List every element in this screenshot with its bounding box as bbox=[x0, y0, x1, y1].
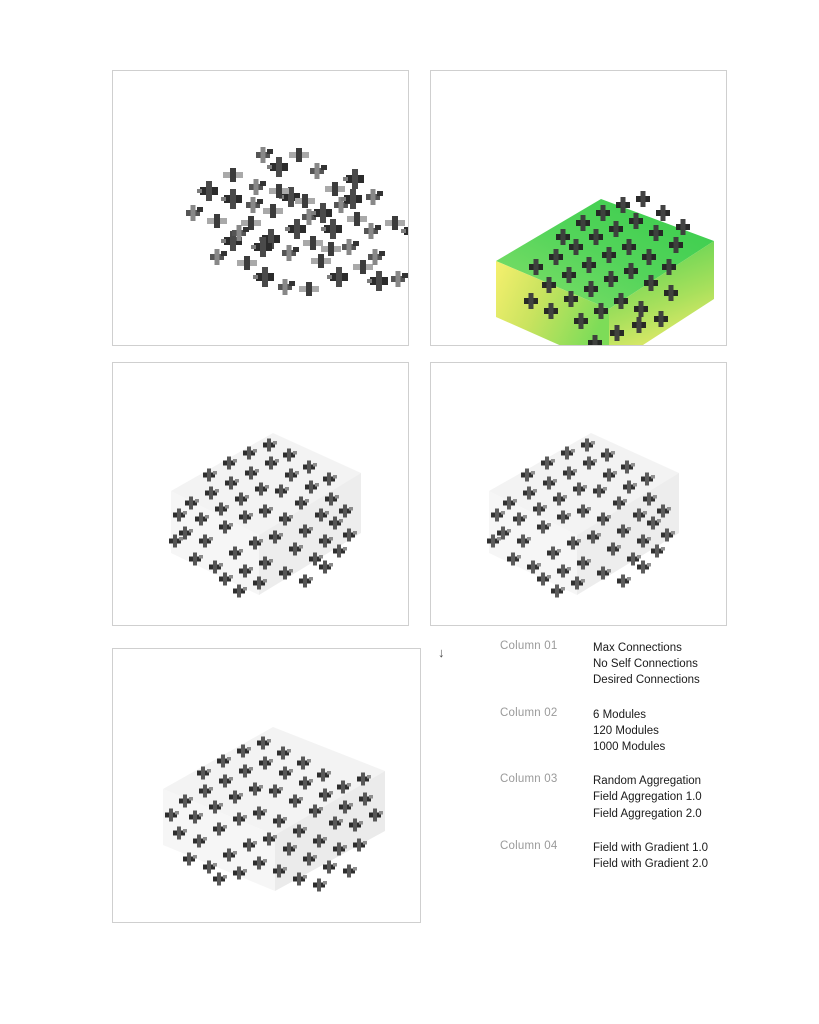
legend-group-2 bbox=[430, 707, 730, 756]
legend-item-list bbox=[593, 840, 730, 872]
legend-item: Field with Gradient 1.0 bbox=[593, 841, 709, 854]
figure-3-artwork bbox=[113, 363, 408, 625]
figure-panel-4 bbox=[430, 362, 727, 626]
figure-panel-2 bbox=[430, 70, 727, 346]
legend-group-3 bbox=[430, 773, 730, 822]
figure-panel-3 bbox=[112, 362, 409, 626]
legend-item: Max Connections bbox=[593, 642, 682, 654]
legend bbox=[430, 640, 730, 890]
legend-item-list bbox=[593, 640, 730, 689]
legend-column-label: Column 02 bbox=[500, 706, 558, 719]
figure-panel-5 bbox=[112, 648, 421, 923]
legend-group-1 bbox=[430, 640, 730, 689]
legend-item: Field Aggregation 1.0 bbox=[593, 791, 702, 804]
legend-item: Desired Connections bbox=[593, 674, 700, 687]
legend-item: No Self Connections bbox=[593, 658, 698, 671]
figure-2-artwork bbox=[431, 71, 726, 345]
down-arrow-icon: ↓ bbox=[438, 645, 445, 660]
legend-item-list bbox=[593, 707, 730, 756]
legend-item: 6 Modules bbox=[593, 708, 647, 721]
legend-item: 1000 Modules bbox=[593, 741, 666, 754]
legend-column-label: Column 01 bbox=[500, 640, 558, 652]
figure-4-artwork bbox=[431, 363, 726, 625]
legend-item-list bbox=[593, 773, 730, 822]
legend-item: Field Aggregation 2.0 bbox=[593, 807, 702, 820]
legend-item: Random Aggregation bbox=[593, 775, 702, 788]
figure-1-artwork bbox=[113, 71, 408, 345]
legend-column-label: Column 04 bbox=[500, 839, 558, 852]
figure-panel-1 bbox=[112, 70, 409, 346]
legend-group-4 bbox=[430, 840, 730, 872]
figure-5-artwork bbox=[113, 649, 420, 922]
legend-item: 120 Modules bbox=[593, 724, 659, 737]
legend-column-label: Column 03 bbox=[500, 773, 558, 786]
legend-item: Field with Gradient 2.0 bbox=[593, 858, 709, 871]
